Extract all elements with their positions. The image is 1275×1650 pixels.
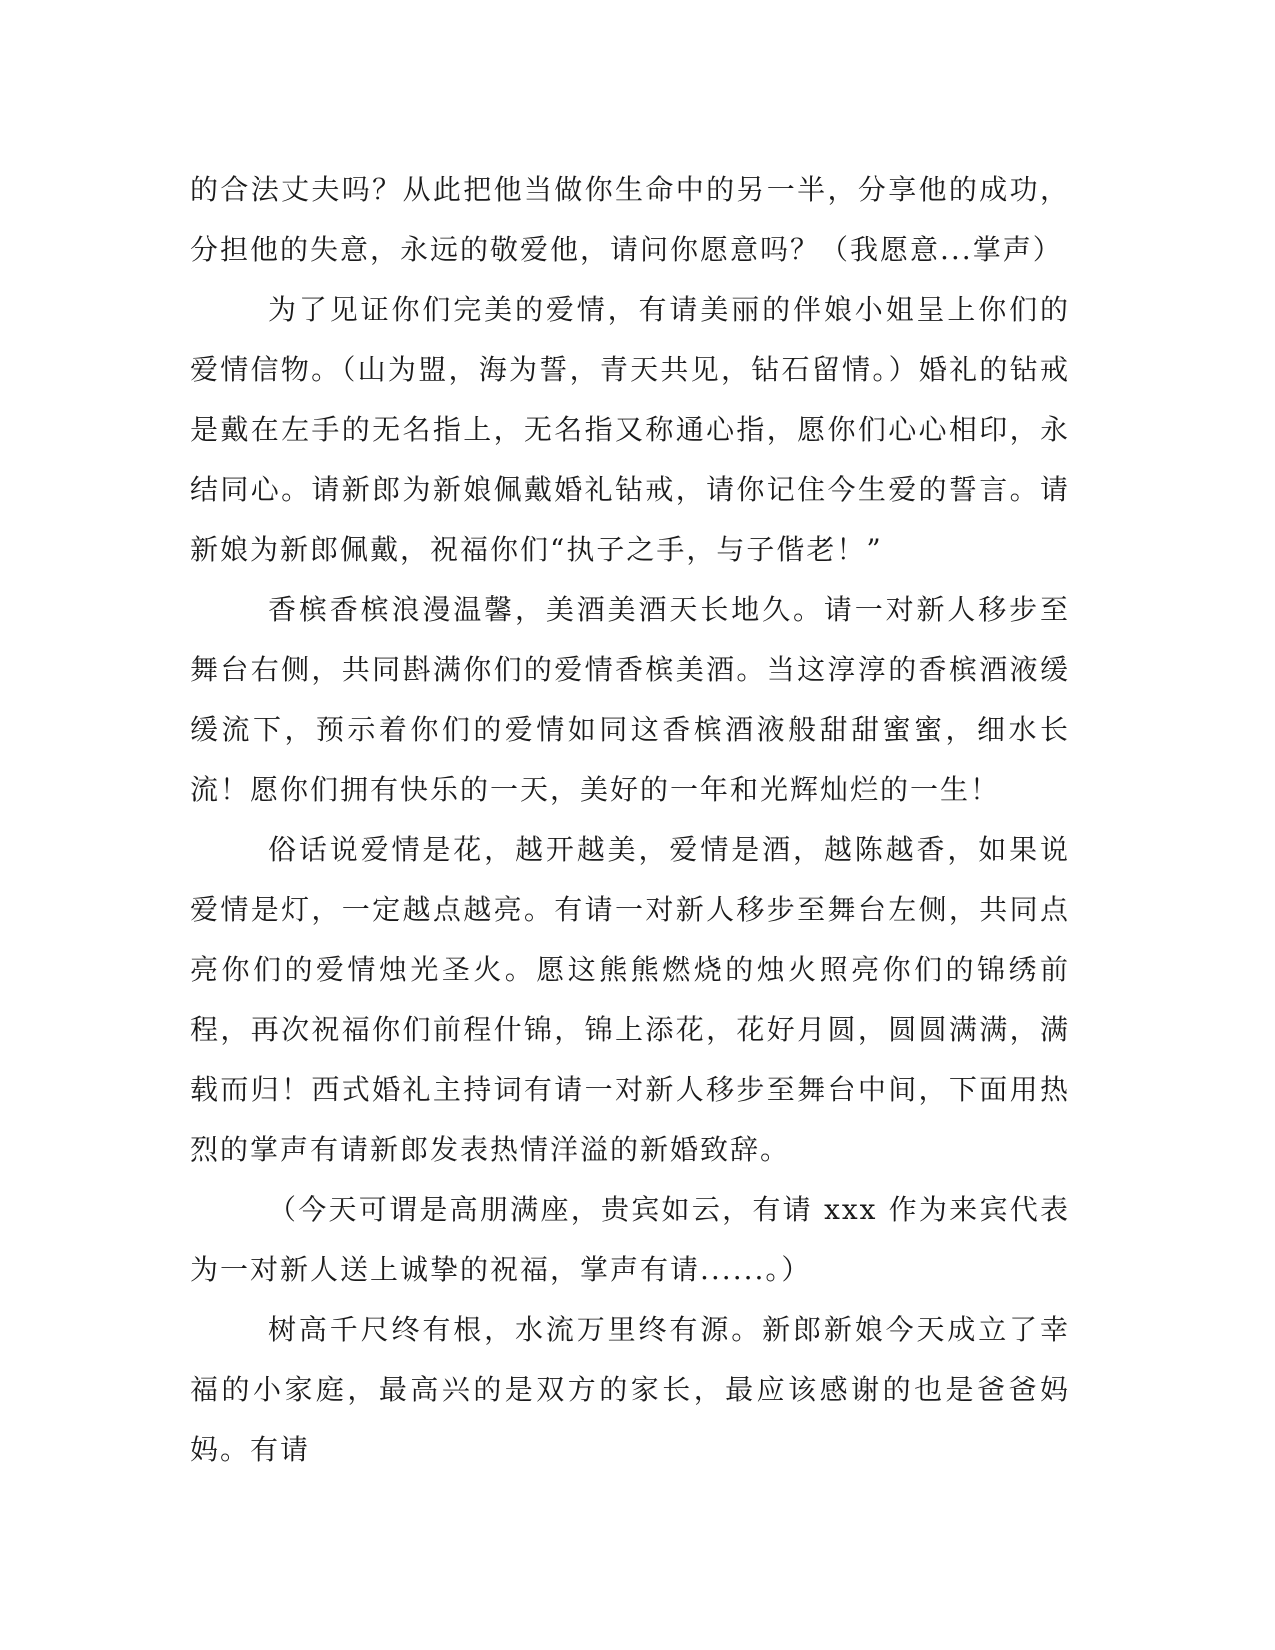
paragraph-guest-speech: （今天可谓是高朋满座，贵宾如云，有请 xxx 作为来宾代表为一对新人送上诚挚的祝福，掌声有请......。） <box>190 1193 1070 1286</box>
paragraph-champagne: 香槟香槟浪漫温馨，美酒美酒天长地久。请一对新人移步至舞台右侧，共同斟满你们的爱情香槟美酒。当这淳淳的香槟酒液缓缓流下，预示着你们的爱情如同这香槟酒液般甜甜蜜蜜，细水长流！愿你们拥有快乐的一天，美好的一年和光辉灿烂的一生！ <box>190 593 1070 806</box>
document-body <box>190 160 1070 1480</box>
paragraph-continued-vows: 的合法丈夫吗？从此把他当做你生命中的另一半，分享他的成功，分担他的失意，永远的敬爱他，请问你愿意吗？（我愿意...掌声） <box>190 173 1070 266</box>
paragraph-candle-lighting: 俗话说爱情是花，越开越美，爱情是酒，越陈越香，如果说爱情是灯，一定越点越亮。有请一对新人移步至舞台左侧，共同点亮你们的爱情烛光圣火。愿这熊熊燃烧的烛火照亮你们的锦绣前程，再次祝福你们前程什锦，锦上添花，花好月圆，圆圆满满，满载而归！西式婚礼主持词有请一对新人移步至舞台中间，下面用热烈的掌声有请新郎发表热情洋溢的新婚致辞。 <box>190 833 1070 1166</box>
paragraph-ring-exchange: 为了见证你们完美的爱情，有请美丽的伴娘小姐呈上你们的爱情信物。（山为盟，海为誓，青天共见，钻石留情。）婚礼的钻戒是戴在左手的无名指上，无名指又称通心指，愿你们心心相印，永结同心。请新郎为新娘佩戴婚礼钻戒，请你记住今生爱的誓言。请新娘为新郎佩戴，祝福你们“执子之手，与子偕老！” <box>190 293 1070 566</box>
paragraph-parents: 树高千尺终有根，水流万里终有源。新郎新娘今天成立了幸福的小家庭，最高兴的是双方的家长，最应该感谢的也是爸爸妈妈。有请 <box>190 1313 1070 1466</box>
